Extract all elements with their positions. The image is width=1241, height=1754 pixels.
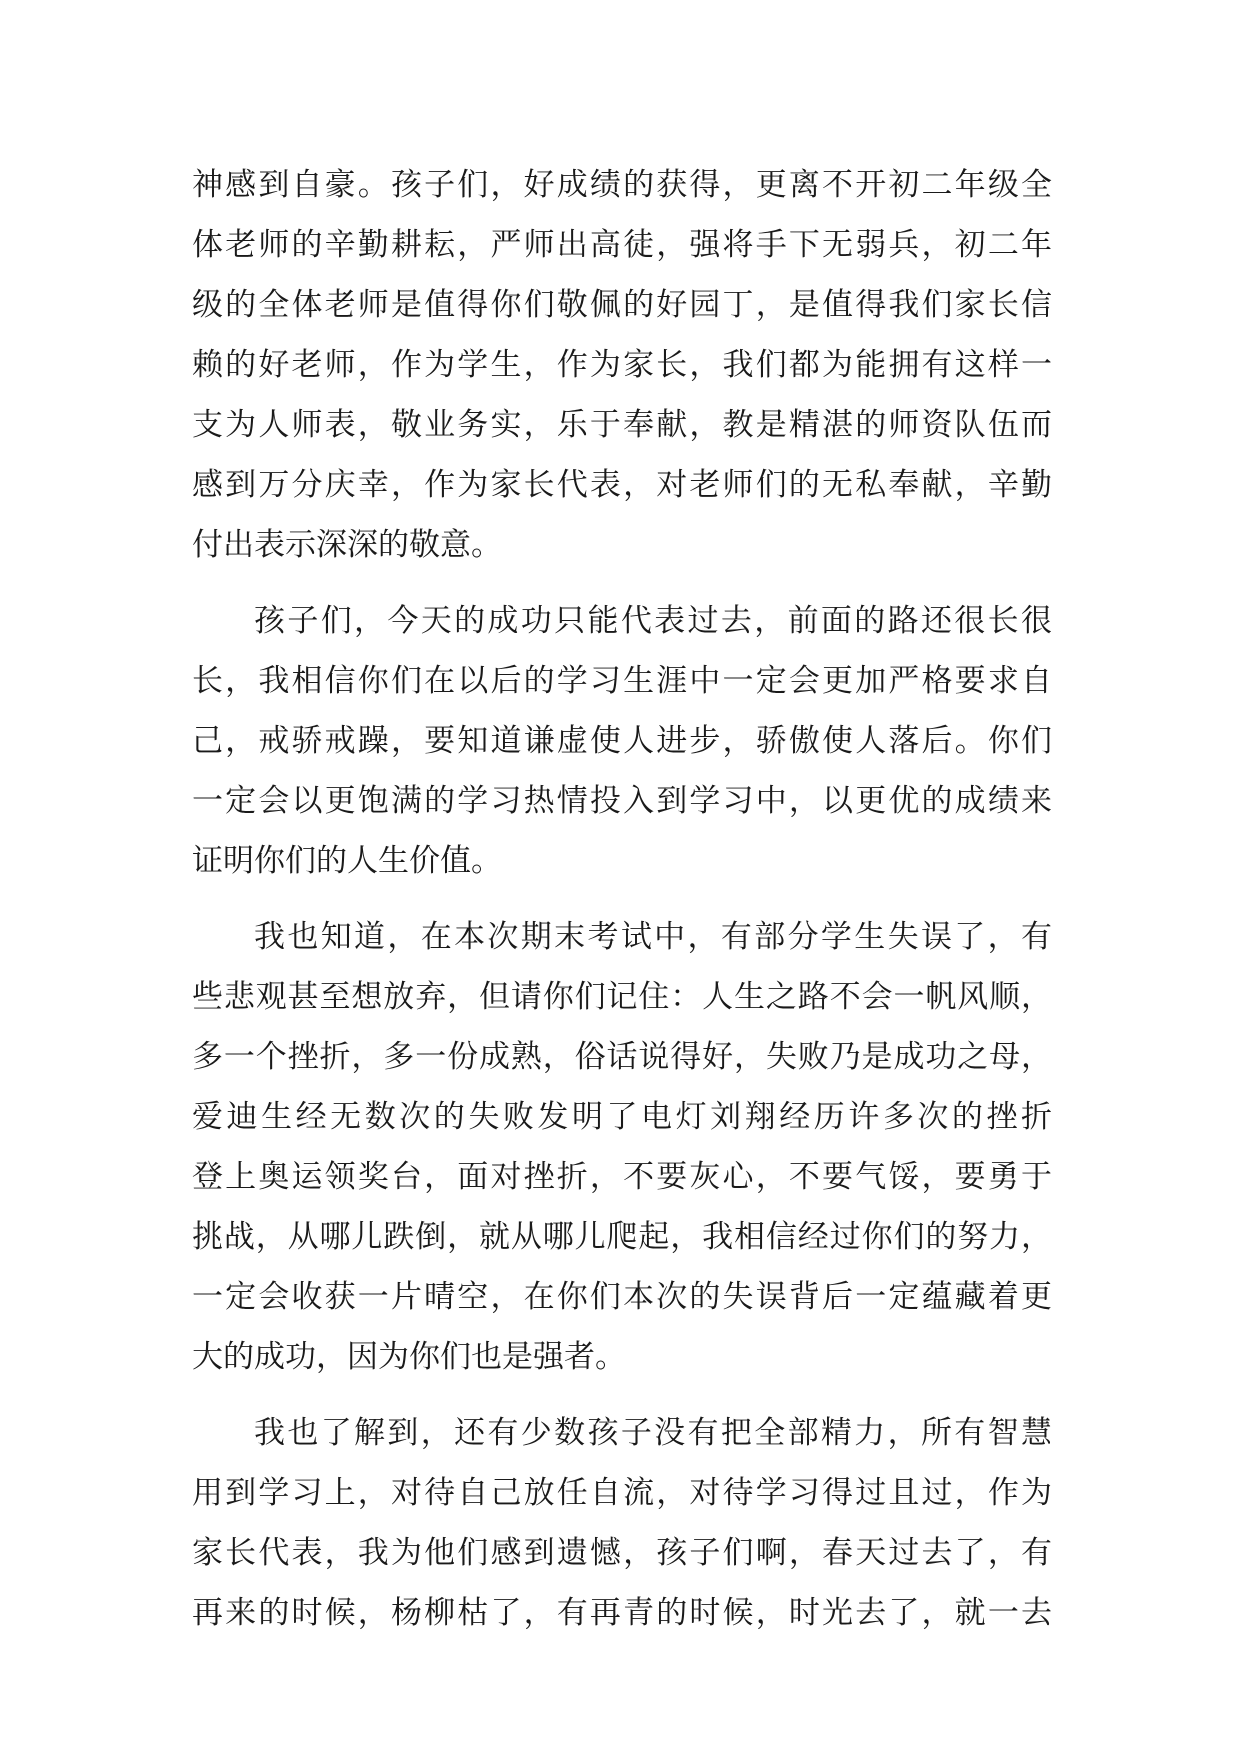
text-line: 体老师的辛勤耕耘，严师出高徒，强将手下无弱兵，初二年 xyxy=(192,227,1052,263)
text-line: 多一个挫折，多一份成熟，俗话说得好，失败乃是成功之母， xyxy=(192,1039,1052,1075)
text-line: 登上奥运领奖台，面对挫折，不要灰心，不要气馁，要勇于 xyxy=(192,1159,1052,1195)
paragraph xyxy=(192,155,1052,575)
text-line: 级的全体老师是值得你们敬佩的好园丁，是值得我们家长信 xyxy=(192,287,1052,323)
text-line: 些悲观甚至想放弃，但请你们记住：人生之路不会一帆风顺， xyxy=(192,979,1052,1015)
paragraph-gap xyxy=(192,575,1052,591)
text-line: 赖的好老师，作为学生，作为家长，我们都为能拥有这样一 xyxy=(192,347,1052,383)
text-line: 我也知道，在本次期末考试中，有部分学生失误了，有 xyxy=(254,919,1052,955)
text-line: 支为人师表，敬业务实，乐于奉献，教是精湛的师资队伍而 xyxy=(192,407,1052,443)
text-line: 一定会以更饱满的学习热情投入到学习中，以更优的成绩来 xyxy=(192,783,1052,819)
text-line: 己，戒骄戒躁，要知道谦虚使人进步，骄傲使人落后。你们 xyxy=(192,723,1052,759)
text-line: 长，我相信你们在以后的学习生涯中一定会更加严格要求自 xyxy=(192,663,1052,699)
text-line: 爱迪生经无数次的失败发明了电灯刘翔经历许多次的挫折 xyxy=(192,1099,1052,1135)
paragraph xyxy=(192,907,1052,1387)
text-line: 一定会收获一片晴空，在你们本次的失误背后一定蕴藏着更 xyxy=(192,1279,1052,1315)
text-line: 我也了解到，还有少数孩子没有把全部精力，所有智慧 xyxy=(254,1415,1052,1451)
text-line: 再来的时候，杨柳枯了，有再青的时候，时光去了，就一去 xyxy=(192,1595,1052,1631)
paragraph xyxy=(192,591,1052,891)
paragraph xyxy=(192,1403,1052,1643)
text-line: 大的成功，因为你们也是强者。 xyxy=(192,1339,626,1375)
text-line: 用到学习上，对待自己放任自流，对待学习得过且过，作为 xyxy=(192,1475,1052,1511)
text-line: 孩子们，今天的成功只能代表过去，前面的路还很长很 xyxy=(254,603,1052,639)
document-body xyxy=(192,155,1052,1643)
text-line: 证明你们的人生价值。 xyxy=(192,843,502,879)
text-line: 挑战，从哪儿跌倒，就从哪儿爬起，我相信经过你们的努力， xyxy=(192,1219,1052,1255)
text-line: 付出表示深深的敬意。 xyxy=(192,527,502,563)
text-line: 感到万分庆幸，作为家长代表，对老师们的无私奉献，辛勤 xyxy=(192,467,1052,503)
text-line: 神感到自豪。孩子们，好成绩的获得，更离不开初二年级全 xyxy=(192,167,1052,203)
paragraph-gap xyxy=(192,891,1052,907)
paragraph-gap xyxy=(192,1387,1052,1403)
text-line: 家长代表，我为他们感到遗憾，孩子们啊，春天过去了，有 xyxy=(192,1535,1052,1571)
